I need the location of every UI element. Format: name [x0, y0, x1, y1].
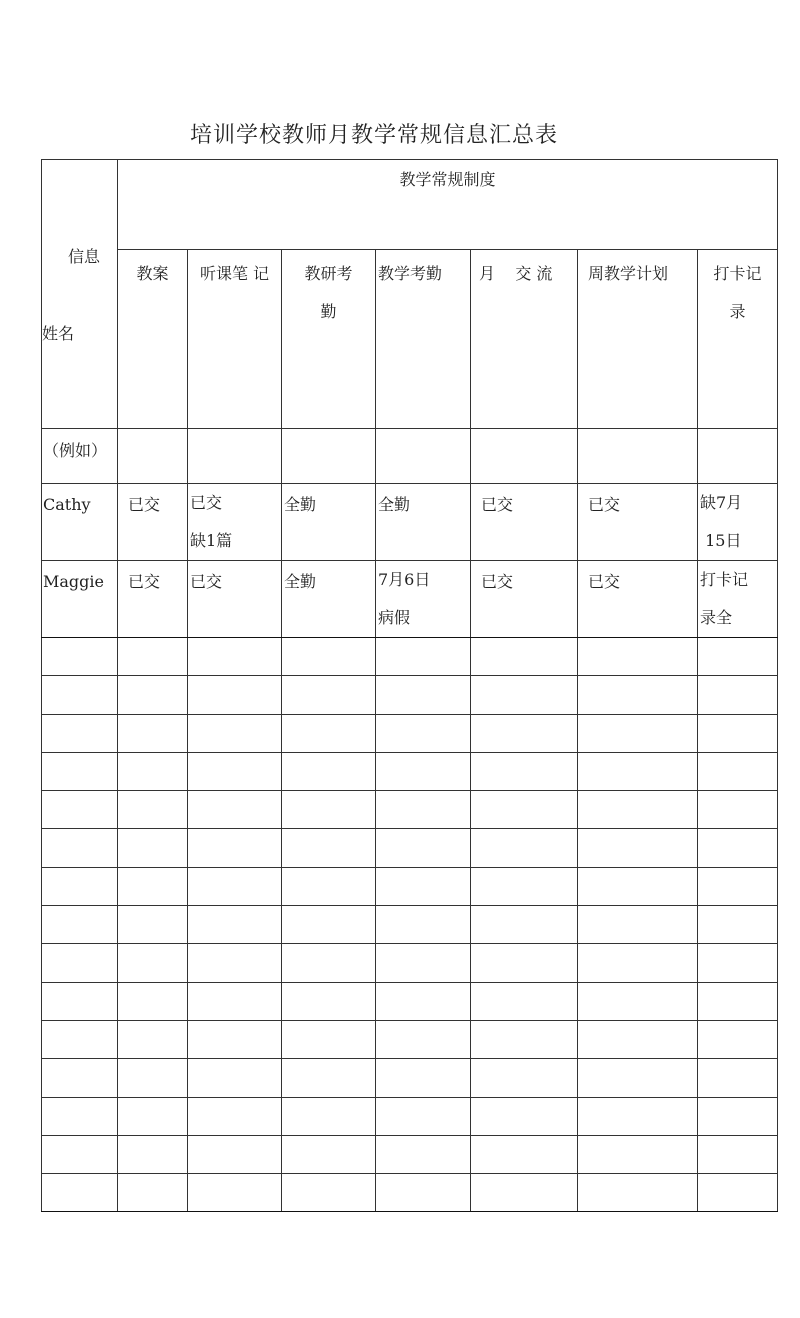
- table-cell: 打卡记 录全: [698, 561, 778, 638]
- blank-cell: [471, 944, 578, 982]
- blank-cell: [376, 906, 471, 944]
- blank-cell: [42, 1135, 118, 1173]
- blank-cell: [376, 1174, 471, 1212]
- blank-cell: [188, 1174, 282, 1212]
- blank-cell: [282, 944, 376, 982]
- blank-row: [42, 1020, 778, 1058]
- blank-cell: [118, 1135, 188, 1173]
- table-cell: [282, 429, 376, 484]
- blank-cell: [42, 676, 118, 714]
- blank-cell: [282, 1174, 376, 1212]
- blank-cell: [188, 906, 282, 944]
- blank-cell: [698, 791, 778, 829]
- blank-cell: [578, 638, 698, 676]
- blank-cell: [578, 752, 698, 790]
- column-header-observation-notes: 听课笔 记: [188, 249, 282, 428]
- table-cell: 已交: [188, 561, 282, 638]
- blank-cell: [118, 906, 188, 944]
- blank-cell: [698, 1020, 778, 1058]
- blank-cell: [471, 1020, 578, 1058]
- blank-cell: [578, 944, 698, 982]
- name-cell: Maggie: [42, 561, 118, 638]
- blank-cell: [471, 791, 578, 829]
- blank-cell: [42, 1020, 118, 1058]
- blank-cell: [282, 829, 376, 867]
- blank-cell: [282, 791, 376, 829]
- blank-cell: [698, 906, 778, 944]
- blank-cell: [282, 1135, 376, 1173]
- column-header-weekly-plan: 周教学计划: [578, 249, 698, 428]
- blank-row: [42, 1174, 778, 1212]
- blank-cell: [698, 714, 778, 752]
- blank-cell: [698, 638, 778, 676]
- blank-cell: [698, 1174, 778, 1212]
- header-row-group: [42, 160, 778, 250]
- column-header-clock-in: 打卡记 录: [698, 249, 778, 428]
- blank-cell: [471, 867, 578, 905]
- blank-cell: [282, 982, 376, 1020]
- blank-cell: [282, 906, 376, 944]
- blank-row: [42, 1097, 778, 1135]
- blank-cell: [118, 1059, 188, 1097]
- blank-row: [42, 676, 778, 714]
- blank-cell: [376, 982, 471, 1020]
- blank-cell: [42, 944, 118, 982]
- blank-cell: [578, 982, 698, 1020]
- blank-cell: [376, 1059, 471, 1097]
- blank-cell: [42, 791, 118, 829]
- blank-cell: [698, 944, 778, 982]
- table-cell: 全勤: [282, 484, 376, 561]
- table-cell: 已交: [578, 484, 698, 561]
- table-cell: [118, 429, 188, 484]
- blank-cell: [471, 829, 578, 867]
- table-cell: 已交 缺1篇: [188, 484, 282, 561]
- blank-cell: [578, 1020, 698, 1058]
- blank-cell: [42, 1174, 118, 1212]
- blank-row: [42, 1135, 778, 1173]
- blank-cell: [188, 1059, 282, 1097]
- blank-cell: [698, 1059, 778, 1097]
- page-title: 培训学校教师月教学常规信息汇总表: [189, 123, 558, 148]
- blank-cell: [376, 676, 471, 714]
- blank-cell: [471, 714, 578, 752]
- blank-cell: [188, 1097, 282, 1135]
- blank-cell: [42, 1059, 118, 1097]
- blank-cell: [376, 752, 471, 790]
- blank-cell: [471, 906, 578, 944]
- blank-cell: [578, 829, 698, 867]
- blank-cell: [471, 982, 578, 1020]
- blank-cell: [118, 676, 188, 714]
- table-row: [42, 484, 778, 561]
- blank-cell: [471, 676, 578, 714]
- column-header-lesson-plan: 教案: [118, 249, 188, 428]
- blank-cell: [471, 638, 578, 676]
- blank-cell: [42, 829, 118, 867]
- blank-cell: [578, 714, 698, 752]
- group-header: 教学常规制度: [118, 160, 778, 250]
- blank-cell: [118, 867, 188, 905]
- table-cell: 缺7月 15日: [698, 484, 778, 561]
- blank-cell: [471, 1135, 578, 1173]
- blank-cell: [698, 829, 778, 867]
- name-cell: （例如）: [42, 429, 118, 484]
- blank-cell: [188, 676, 282, 714]
- blank-cell: [376, 944, 471, 982]
- blank-cell: [376, 638, 471, 676]
- blank-cell: [118, 714, 188, 752]
- table-cell: 已交: [471, 561, 578, 638]
- blank-rows: [42, 638, 778, 1212]
- summary-table: [41, 159, 778, 1212]
- table-cell: 已交: [118, 484, 188, 561]
- blank-cell: [376, 714, 471, 752]
- blank-cell: [282, 1097, 376, 1135]
- blank-cell: [282, 714, 376, 752]
- blank-cell: [42, 906, 118, 944]
- corner-name-label: 姓名: [42, 324, 75, 343]
- blank-cell: [698, 1097, 778, 1135]
- blank-cell: [471, 1097, 578, 1135]
- blank-cell: [118, 982, 188, 1020]
- blank-cell: [118, 1174, 188, 1212]
- column-header-teaching-attendance: 教学考勤: [376, 249, 471, 428]
- table-cell: 全勤: [282, 561, 376, 638]
- blank-cell: [118, 752, 188, 790]
- blank-cell: [376, 1097, 471, 1135]
- table-cell: [376, 429, 471, 484]
- table-cell: [698, 429, 778, 484]
- blank-cell: [188, 867, 282, 905]
- blank-cell: [188, 982, 282, 1020]
- blank-row: [42, 1059, 778, 1097]
- blank-row: [42, 982, 778, 1020]
- blank-cell: [42, 714, 118, 752]
- table-row: [42, 561, 778, 638]
- blank-cell: [376, 1020, 471, 1058]
- blank-cell: [578, 906, 698, 944]
- table-row: [42, 429, 778, 484]
- blank-cell: [376, 829, 471, 867]
- blank-row: [42, 906, 778, 944]
- blank-cell: [188, 1020, 282, 1058]
- column-header-monthly-exchange: 月 交 流: [471, 249, 578, 428]
- corner-info-label: 信息: [68, 247, 101, 266]
- blank-cell: [118, 1097, 188, 1135]
- blank-cell: [376, 791, 471, 829]
- blank-cell: [578, 867, 698, 905]
- blank-cell: [118, 944, 188, 982]
- column-header-research-attendance: 教研考 勤: [282, 249, 376, 428]
- blank-cell: [471, 1059, 578, 1097]
- blank-cell: [471, 1174, 578, 1212]
- blank-cell: [471, 752, 578, 790]
- blank-cell: [282, 1020, 376, 1058]
- blank-row: [42, 714, 778, 752]
- blank-cell: [188, 638, 282, 676]
- blank-row: [42, 638, 778, 676]
- table-cell: 已交: [118, 561, 188, 638]
- blank-cell: [118, 1020, 188, 1058]
- blank-cell: [42, 982, 118, 1020]
- blank-cell: [698, 1135, 778, 1173]
- blank-cell: [118, 638, 188, 676]
- blank-cell: [578, 1059, 698, 1097]
- blank-cell: [282, 638, 376, 676]
- blank-row: [42, 944, 778, 982]
- blank-cell: [188, 1135, 282, 1173]
- blank-row: [42, 791, 778, 829]
- blank-cell: [282, 1059, 376, 1097]
- blank-cell: [282, 867, 376, 905]
- blank-cell: [188, 829, 282, 867]
- blank-cell: [698, 982, 778, 1020]
- blank-cell: [42, 638, 118, 676]
- blank-cell: [698, 867, 778, 905]
- blank-cell: [188, 752, 282, 790]
- blank-cell: [118, 791, 188, 829]
- table-cell: [188, 429, 282, 484]
- blank-cell: [698, 752, 778, 790]
- blank-cell: [42, 752, 118, 790]
- blank-cell: [578, 1135, 698, 1173]
- blank-cell: [578, 1174, 698, 1212]
- blank-cell: [578, 1097, 698, 1135]
- blank-cell: [376, 867, 471, 905]
- blank-row: [42, 752, 778, 790]
- blank-cell: [282, 676, 376, 714]
- table-cell: 已交: [578, 561, 698, 638]
- blank-cell: [282, 752, 376, 790]
- blank-cell: [578, 676, 698, 714]
- blank-cell: [188, 714, 282, 752]
- blank-cell: [578, 791, 698, 829]
- blank-row: [42, 829, 778, 867]
- name-cell: Cathy: [42, 484, 118, 561]
- blank-cell: [376, 1135, 471, 1173]
- table-cell: 全勤: [376, 484, 471, 561]
- blank-row: [42, 867, 778, 905]
- blank-cell: [188, 791, 282, 829]
- table-cell: [471, 429, 578, 484]
- table-cell: 已交: [471, 484, 578, 561]
- blank-cell: [42, 867, 118, 905]
- blank-cell: [42, 1097, 118, 1135]
- table-cell: 7月6日 病假: [376, 561, 471, 638]
- blank-cell: [188, 944, 282, 982]
- corner-header-cell: [42, 160, 118, 429]
- blank-cell: [698, 676, 778, 714]
- table-cell: [578, 429, 698, 484]
- header-row-columns: [42, 249, 778, 428]
- blank-cell: [118, 829, 188, 867]
